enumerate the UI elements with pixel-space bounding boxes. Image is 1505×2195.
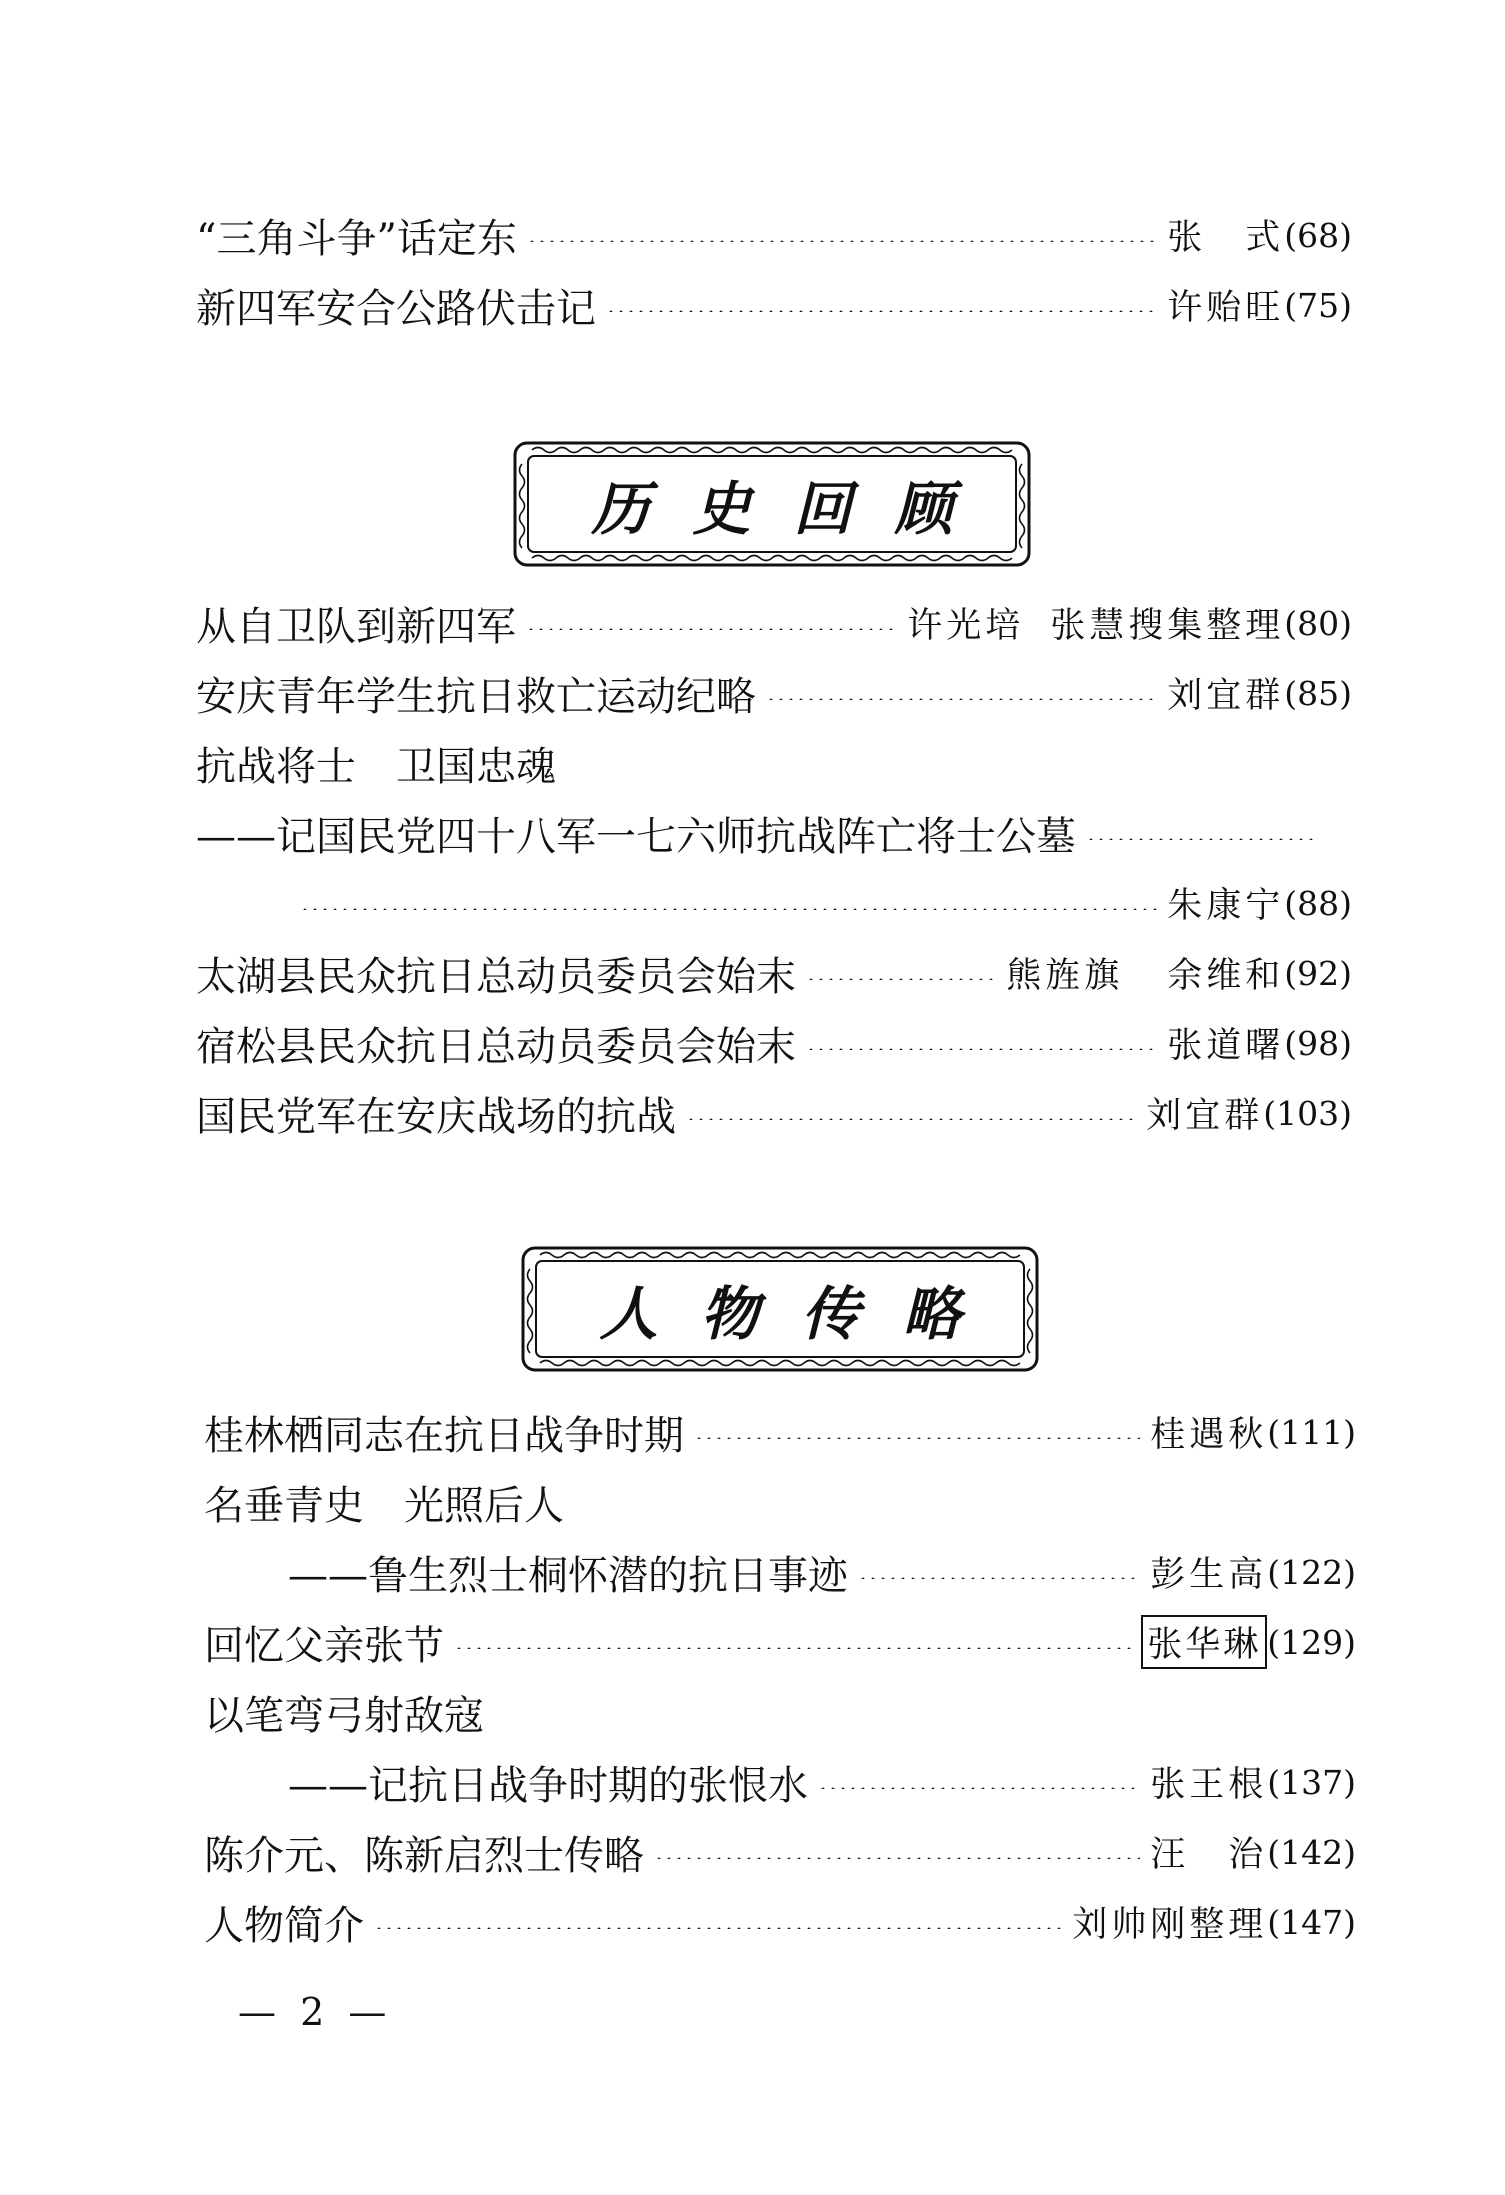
toc-entry[interactable] (204, 1817, 1356, 1887)
toc-entry-author: 张王根 (1150, 1765, 1268, 1805)
toc-entry-author: 刘宜群 (1146, 1096, 1264, 1136)
toc-entry-author: 许贻旺 (1167, 288, 1285, 328)
toc-entry-subtitle: ——鲁生烈士桐怀潜的抗日事迹 (288, 1552, 848, 1599)
toc-entry-page: (88) (1284, 883, 1352, 923)
leader-dots (1086, 838, 1316, 840)
toc-entry-page: (137) (1267, 1762, 1356, 1802)
leader-dots (300, 908, 1157, 910)
toc-entry-page: (92) (1284, 953, 1352, 993)
toc-entry-title-line[interactable] (196, 728, 1352, 798)
toc-entry-page: (122) (1267, 1552, 1356, 1592)
toc-entry-author: 张道曙 (1167, 1026, 1285, 1066)
toc-entry-author: 张慧搜集整理 (1050, 606, 1285, 646)
toc-entry-title: 人物简介 (204, 1902, 364, 1949)
toc-entry[interactable] (196, 270, 1352, 340)
toc-entry-subtitle: ——记抗日战争时期的张恨水 (288, 1762, 808, 1809)
toc-entry-subtitle-line[interactable] (196, 798, 1326, 868)
leader-dots (654, 1857, 1140, 1859)
heading-char: 史 (692, 475, 751, 543)
toc-entry[interactable] (204, 1607, 1356, 1677)
toc-entry-title: 陈介元、陈新启烈士传略 (204, 1832, 644, 1879)
toc-entry-author: 朱康宁 (1167, 886, 1285, 926)
toc-entry-author: 许光培 (907, 606, 1025, 646)
leader-dots (526, 628, 897, 630)
toc-entry-title: 抗战将士 卫国忠魂 (196, 743, 556, 790)
toc-entry[interactable] (196, 588, 1352, 658)
toc-entry-page: (80) (1284, 603, 1352, 643)
toc-entry-author: 汪 治 (1150, 1835, 1268, 1875)
heading-char: 历 (591, 475, 650, 543)
toc-entry-author: 熊旌旗 (1006, 956, 1124, 996)
leader-dots (694, 1437, 1140, 1439)
toc-entry-page: (98) (1284, 1023, 1352, 1063)
toc-entry-subtitle: ——记国民党四十八军一七六师抗战阵亡将士公墓 (196, 813, 1076, 860)
toc-entry-title: 以笔弯弓射敌寇 (204, 1692, 484, 1739)
section-heading-biographies (520, 1245, 1040, 1373)
toc-entry-title: 名垂青史 光照后人 (204, 1482, 564, 1529)
toc-entry-page: (147) (1267, 1902, 1356, 1942)
leader-dots (806, 1048, 1157, 1050)
toc-entry-page: (111) (1267, 1412, 1356, 1452)
toc-entry-title: 从自卫队到新四军 (196, 603, 516, 650)
toc-entry-subtitle-line[interactable] (288, 1537, 1356, 1607)
toc-entry-author-boxed: 张华琳 (1141, 1615, 1267, 1669)
toc-entry-title-line[interactable] (204, 1467, 1356, 1537)
toc-entry[interactable] (196, 1078, 1352, 1148)
toc-entry-page: (75) (1284, 285, 1352, 325)
toc-entry-author: 余维和 (1167, 956, 1285, 996)
leader-dots (527, 240, 1157, 242)
toc-entry-title: 太湖县民众抗日总动员委员会始末 (196, 953, 796, 1000)
leader-dots (806, 978, 996, 980)
leader-dots (606, 310, 1157, 312)
toc-entry-title: 国民党军在安庆战场的抗战 (196, 1093, 676, 1140)
toc-entry-page: (103) (1263, 1093, 1352, 1133)
toc-entry-page: (142) (1267, 1832, 1356, 1872)
heading-char: 略 (902, 1280, 961, 1348)
leader-dots (686, 1118, 1136, 1120)
section-heading-history (512, 440, 1032, 568)
page-number: — 2 — (238, 1990, 393, 2034)
heading-char: 回 (793, 475, 852, 543)
toc-entry[interactable] (204, 1887, 1356, 1957)
heading-char: 人 (599, 1280, 658, 1348)
toc-entry-author: 刘宜群 (1167, 676, 1285, 716)
toc-entry-page: (68) (1284, 215, 1352, 255)
toc-entry-subtitle-line[interactable] (288, 1747, 1356, 1817)
leader-dots (766, 698, 1157, 700)
heading-char: 传 (801, 1280, 860, 1348)
toc-entry-title: “三角斗争”话定东 (196, 215, 517, 262)
toc-entry-author: 刘帅刚整理 (1072, 1905, 1268, 1945)
toc-entry-title: 宿松县民众抗日总动员委员会始末 (196, 1023, 796, 1070)
leader-dots (374, 1927, 1062, 1929)
toc-entry-title: 安庆青年学生抗日救亡运动纪略 (196, 673, 756, 720)
toc-entry-continuation[interactable] (300, 868, 1352, 938)
toc-entry[interactable] (204, 1397, 1356, 1467)
heading-char: 顾 (894, 475, 953, 543)
toc-entry-title: 新四军安合公路伏击记 (196, 285, 596, 332)
leader-dots (858, 1577, 1140, 1579)
toc-entry-page: (85) (1284, 673, 1352, 713)
leader-dots (818, 1787, 1140, 1789)
toc-entry-author: 桂遇秋 (1150, 1415, 1268, 1455)
toc-entry-title-line[interactable] (204, 1677, 1356, 1747)
toc-entry-author: 张 式 (1167, 218, 1285, 258)
toc-entry-title: 桂林栖同志在抗日战争时期 (204, 1412, 684, 1459)
toc-entry-page: (129) (1267, 1622, 1356, 1662)
toc-entry-title: 回忆父亲张节 (204, 1622, 444, 1669)
heading-char: 物 (700, 1280, 759, 1348)
toc-entry[interactable] (196, 200, 1352, 270)
toc-entry[interactable] (196, 938, 1352, 1008)
toc-entry[interactable] (196, 658, 1352, 728)
leader-dots (454, 1647, 1131, 1649)
toc-entry-author: 彭生高 (1150, 1555, 1268, 1595)
toc-entry[interactable] (196, 1008, 1352, 1078)
